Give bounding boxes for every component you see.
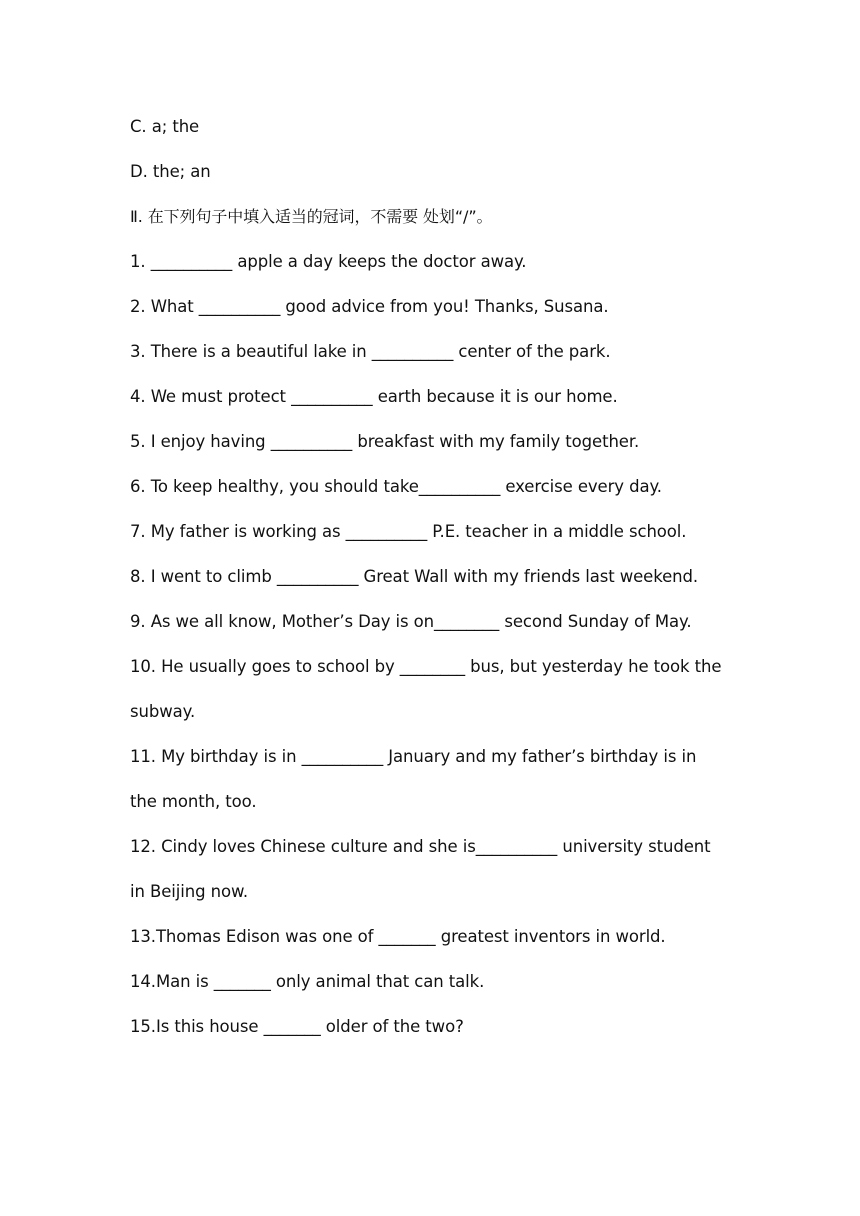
question-1: 1. __________ apple a day keeps the doctor away. xyxy=(130,252,527,271)
question-6: 6. To keep healthy, you should take__________ exercise every day. xyxy=(130,477,662,496)
question-3: 3. There is a beautiful lake in __________ center of the park. xyxy=(130,342,611,361)
question-8: 8. I went to climb __________ Great Wall with my friends last weekend. xyxy=(130,567,699,586)
question-5: 5. I enjoy having __________ breakfast with my family together. xyxy=(130,432,640,451)
question-2: 2. What __________ good advice from you! Thanks, Susana. xyxy=(130,297,609,316)
question-10-continued: subway. xyxy=(130,702,196,721)
question-14: 14.Man is _______ only animal that can talk. xyxy=(130,972,485,991)
option-d: D. the; an xyxy=(130,162,211,181)
question-12-continued: in Beijing now. xyxy=(130,882,248,901)
question-13: 13.Thomas Edison was one of _______ greatest inventors in world. xyxy=(130,927,666,946)
question-11: 11. My birthday is in __________ January and my father’s birthday is in xyxy=(130,747,697,766)
question-7: 7. My father is working as __________ P.E. teacher in a middle school. xyxy=(130,522,687,541)
question-12: 12. Cindy loves Chinese culture and she is__________ university student xyxy=(130,837,711,856)
question-9: 9. As we all know, Mother’s Day is on________ second Sunday of May. xyxy=(130,612,692,631)
section-heading: Ⅱ. 在下列句子中填入适当的冠词，不需要 处划“/”。 xyxy=(130,207,493,226)
question-15: 15.Is this house _______ older of the two? xyxy=(130,1017,464,1036)
exercise-content xyxy=(130,114,750,1059)
question-10: 10. He usually goes to school by ________ bus, but yesterday he took the xyxy=(130,657,722,676)
question-11-continued: the month, too. xyxy=(130,792,257,811)
option-c: C. a; the xyxy=(130,117,200,136)
question-4: 4. We must protect __________ earth because it is our home. xyxy=(130,387,618,406)
